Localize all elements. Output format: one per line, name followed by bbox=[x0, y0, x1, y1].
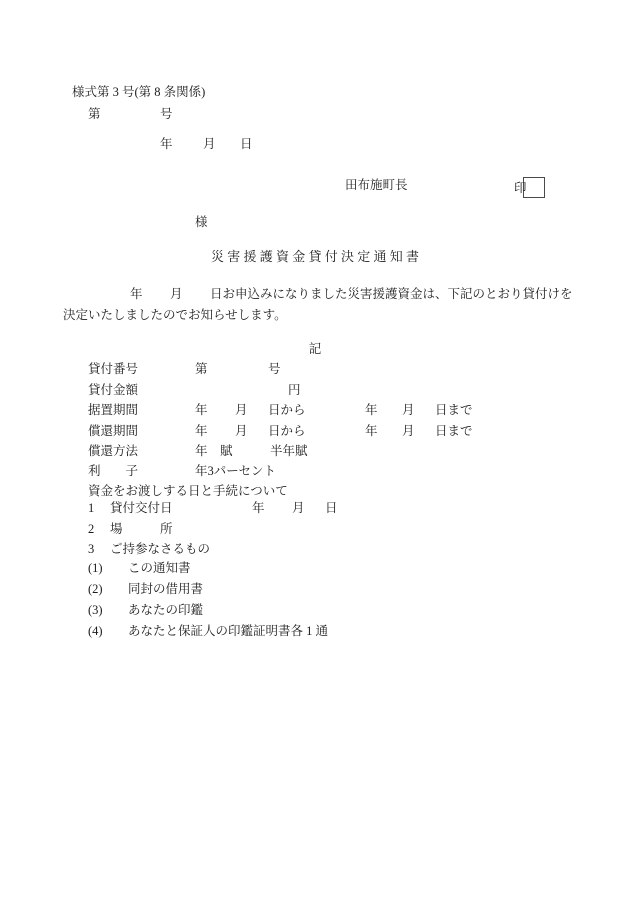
loan-number-label: 貸付番号 bbox=[88, 362, 139, 376]
deferment-to-month: 月 bbox=[402, 403, 415, 417]
bring-item-3-text: あなたの印鑑 bbox=[128, 603, 204, 617]
repayment-to-day: 日まで bbox=[435, 424, 473, 438]
repayment-to-year: 年 bbox=[365, 424, 378, 438]
bring-item-3-number: (3) bbox=[88, 603, 103, 617]
deferment-period-label: 据置期間 bbox=[88, 403, 139, 417]
record-heading: 記 bbox=[308, 342, 322, 356]
issue-date-day-label: 日 bbox=[240, 137, 253, 151]
item-1-number: 1 bbox=[88, 501, 95, 515]
interest-value: 年3パーセント bbox=[195, 464, 277, 478]
repayment-method-semiannual: 半年賦 bbox=[270, 444, 308, 458]
document-title: 災 害 援 護 資 金 貸 付 決 定 通 知 書 bbox=[210, 249, 419, 264]
body-text-line2: 決定いたしましたのでお知らせします。 bbox=[63, 308, 287, 322]
item-1-label: 貸付交付日 bbox=[110, 501, 173, 515]
item-2-label: 場 所 bbox=[110, 522, 173, 536]
deferment-from-year: 年 bbox=[195, 403, 208, 417]
loan-number-prefix: 第 bbox=[195, 362, 208, 376]
repayment-from-month: 月 bbox=[235, 424, 248, 438]
bring-item-1-number: (1) bbox=[88, 561, 103, 575]
repayment-method-annual: 年 賦 bbox=[195, 444, 233, 458]
loan-amount-unit: 円 bbox=[288, 383, 301, 397]
item-2-number: 2 bbox=[88, 522, 95, 536]
body-apply-year-label: 年 bbox=[130, 287, 143, 301]
item-3-label: ご持参なさるもの bbox=[110, 542, 211, 556]
doc-number-prefix: 第 bbox=[88, 107, 101, 121]
repayment-from-day: 日から bbox=[268, 424, 306, 438]
item-1-year-label: 年 bbox=[252, 501, 265, 515]
item-3-number: 3 bbox=[88, 542, 95, 556]
bring-item-4-number: (4) bbox=[88, 624, 103, 638]
bring-item-4-text: あなたと保証人の印鑑証明書各 1 通 bbox=[128, 624, 329, 638]
issue-date-year-label: 年 bbox=[160, 137, 173, 151]
repayment-from-year: 年 bbox=[195, 424, 208, 438]
procedure-heading: 資金をお渡しする日と手続について bbox=[88, 484, 288, 498]
repayment-method-label: 償還方法 bbox=[88, 444, 139, 458]
body-text-line1: 日お申込みになりました災害援護資金は、下記のとおり貸付けを bbox=[210, 287, 573, 301]
item-1-day-label: 日 bbox=[325, 501, 338, 515]
bring-item-2-text: 同封の借用書 bbox=[128, 582, 204, 596]
issue-date-month-label: 月 bbox=[203, 137, 216, 151]
seal-mark: 印 bbox=[514, 181, 527, 195]
repayment-to-month: 月 bbox=[402, 424, 415, 438]
bring-item-2-number: (2) bbox=[88, 582, 103, 596]
body-apply-month-label: 月 bbox=[170, 287, 183, 301]
loan-amount-label: 貸付金額 bbox=[88, 383, 139, 397]
addressee-honorific: 様 bbox=[195, 215, 208, 229]
item-1-month-label: 月 bbox=[292, 501, 305, 515]
deferment-to-day: 日まで bbox=[435, 403, 473, 417]
form-number-label: 様式第 3 号(第 8 条関係) bbox=[72, 85, 206, 99]
interest-label: 利 子 bbox=[88, 464, 139, 478]
doc-number-suffix: 号 bbox=[160, 107, 173, 121]
deferment-to-year: 年 bbox=[365, 403, 378, 417]
deferment-from-day: 日から bbox=[268, 403, 306, 417]
bring-item-1-text: この通知書 bbox=[128, 561, 191, 575]
repayment-period-label: 償還期間 bbox=[88, 424, 139, 438]
deferment-from-month: 月 bbox=[235, 403, 248, 417]
mayor-name: 田布施町長 bbox=[345, 178, 408, 192]
loan-number-suffix: 号 bbox=[268, 362, 281, 376]
